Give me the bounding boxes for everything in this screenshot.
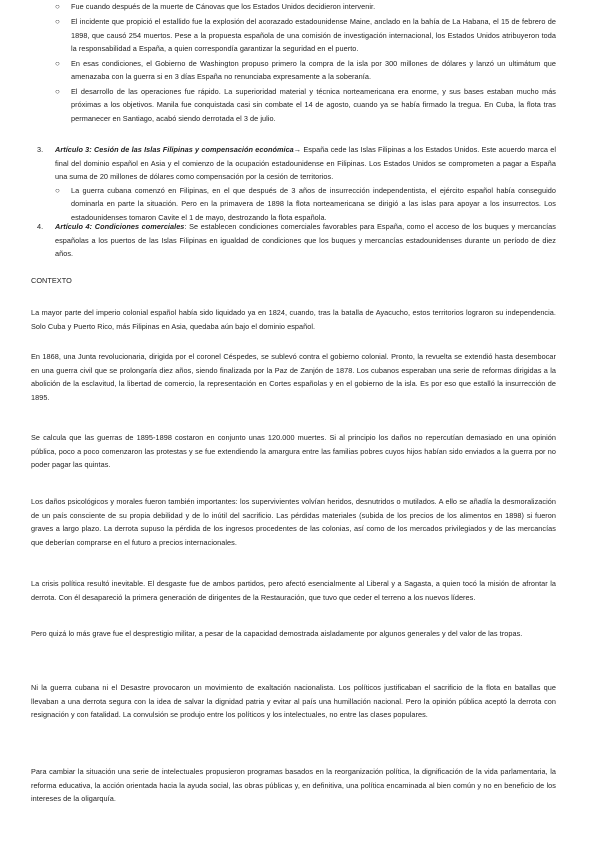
list-number: 3. xyxy=(37,145,44,154)
circle-bullet-icon: ○ xyxy=(55,17,60,26)
list-item-text: El desarrollo de las operaciones fue rápido. La superioridad material y técnica norteamericana era enorme, y sus bases estaban mucho más próximas a los objetivos. Manila fue conquistada casi sin combate el 14 de agosto, cuando ya se había firmado la tregua. En Cuba, la flota tras permanecer en Santiago, acabó siendo derrotada el 3 de julio. xyxy=(71,86,556,123)
list-item-text: El incidente que propició el estallido fue la explosión del acorazado estadounidense Maine, anclado en la bahía de La Habana, el 15 de febrero de 1898, que causó 254 muertos. Pese a la propuesta española de una comisión de investigación internacional, los Estados Unidos atribuyeron toda la responsabilidad a España, a quien correspondía garantizar la seguridad en el puerto. xyxy=(71,17,556,53)
article-3-title: Artículo 3: Cesión de las Islas Filipinas y compensación económica→ xyxy=(55,145,302,154)
list-item xyxy=(37,184,556,225)
paragraph-text: Para cambiar la situación una serie de intelectuales propusieron programas basados en la reorganización política, la dignificación de la vida parlamentaria, la reforma educativa, la acción orientada hacia la ayuda social, las obras públicas y, en definitiva, una política encaminada al bien común y no en beneficio de los intereses de la oligarquía. xyxy=(31,767,556,803)
paragraph xyxy=(31,495,556,549)
article-3 xyxy=(37,143,556,224)
article-3-text xyxy=(37,143,556,184)
circle-bullet-icon: ○ xyxy=(55,58,60,68)
paragraph xyxy=(31,627,556,641)
circle-bullet-icon: ○ xyxy=(55,185,60,195)
paragraph xyxy=(31,681,556,722)
paragraph xyxy=(31,765,556,806)
article-3-body: España cede las Islas Filipinas a los Estados Unidos. Este acuerdo marca el final del dominio español en Asia y el comienzo de la ocupación estadounidense en Filipinas. Los Estados Unidos se comprometen a pagar a España una suma de 20 millones de dólares como compensación por la cesión de territorios. xyxy=(55,145,556,181)
paragraph xyxy=(31,350,556,404)
sub-list-top xyxy=(55,0,556,125)
paragraph-text: La mayor parte del imperio colonial español había sido liquidado ya en 1824, cuando, tras la batalla de Ayacucho, estos territorios lograron su independencia. Solo Cuba y Puerto Rico, más Filipinas en Asia, quedaba aún bajo el dominio español. xyxy=(31,308,556,331)
list-item xyxy=(55,0,556,14)
paragraph xyxy=(31,577,556,604)
section-heading: CONTEXTO xyxy=(31,276,72,285)
paragraph-text: Pero quizá lo más grave fue el desprestigio militar, a pesar de la capacidad demostrada aisladamente por algunos generales y del valor de las tropas. xyxy=(31,629,523,638)
paragraph-text: Ni la guerra cubana ni el Desastre provocaron un movimiento de exaltación nacionalista. Los políticos justificaban el sacrificio de la flota en batallas que llevaban a una derrota segura con la idea de salvar la dignidad patria y evitar al país una humillación nacional. Pero la opinión pública aceptó la derrota con resignación y con fatalidad. La convulsión se produjo entre los políticos y los intelectuales, no entre las clases populares. xyxy=(31,683,556,719)
list-item xyxy=(55,15,556,56)
paragraph xyxy=(31,431,556,472)
list-item-text: En esas condiciones, el Gobierno de Washington propuso primero la compra de la isla por 300 millones de dólares y lanzó un ultimátum que amenazaba con la guerra si en 3 días España no renunciaba expresamente a la soberanía. xyxy=(71,58,556,81)
circle-bullet-icon: ○ xyxy=(55,2,60,11)
article-4-body: : Se establecen condiciones comerciales favorables para España, como el acceso de los buques y mercancías españolas a los puertos de las Islas Filipinas en igualdad de condiciones que los buques y mercancías estadounidenses durante un período de diez años. xyxy=(55,222,556,258)
list-number: 4. xyxy=(37,222,44,231)
list-item-text: Fue cuando después de la muerte de Cánovas que los Estados Unidos decidieron intervenir. xyxy=(71,2,376,11)
paragraph-text: Los daños psicológicos y morales fueron también importantes: los supervivientes volvían heridos, desnutridos o mutilados. A ello se añadía la desmoralización de un país consciente de su propia debilidad y de lo inútil del sacrificio. Las pérdidas materiales (subida de los precios de los alimentos en 1898) si fueron graves a largo plazo. La derrota supuso la pérdida de los ingresos procedentes de las colonias, así como de los mercados privilegiados y de las mercancías que deberían comprarse en el futuro a precios internacionales. xyxy=(31,497,556,547)
paragraph-text: En 1868, una Junta revolucionaria, dirigida por el coronel Céspedes, se sublevó contra el gobierno colonial. Pronto, la revuelta se extendió hasta desembocar en una guerra civil que se prolongaría diez años, siendo finalizada por la Paz de Zanjón de 1878. Los cubanos esperaban una serie de reformas dirigidas a la abolición de la esclavitud, la libertad de comercio, la representación en Cortes españolas y en el gobierno de la isla. Es por eso que estalló la insurrección de 1895. xyxy=(31,352,556,402)
circle-bullet-icon: ○ xyxy=(55,86,60,96)
paragraph-text: La crisis política resultó inevitable. El desgaste fue de ambos partidos, pero afectó esencialmente al Liberal y a Sagasta, a quien tocó la misión de afrontar la derrota. Con él desapareció la primera generación de dirigentes de la Restauración, que tuvo que ceder el terreno a los nuevos líderes. xyxy=(31,579,556,602)
article-4-text xyxy=(37,220,556,261)
article-4 xyxy=(37,220,556,261)
paragraph-text: Se calcula que las guerras de 1895-1898 costaron en conjunto unas 120.000 muertes. Si al principio los daños no repercutían demasiado en una opinión pública, poco a poco comenzaron las protestas y se fue extendiendo la amargura entre las familias pobres cuyos hijos habían sido enviados a la guerra por no poder pagar las quintas. xyxy=(31,433,556,469)
list-item xyxy=(55,57,556,84)
paragraph xyxy=(31,306,556,333)
list-item xyxy=(55,85,556,126)
article-4-title: Artículo 4: Condiciones comerciales xyxy=(55,222,185,231)
list-item-text: La guerra cubana comenzó en Filipinas, en el que después de 3 años de insurrección independentista, el ejército español había conseguido dominarla en parte la situación. Pero en la primavera de 1898 la flota norteamericana se dirigió a las islas para apoyar a los insurrectos. Los estadounidenses tomaron Cavite el 1 de mayo, destrozando la flota española. xyxy=(71,185,556,222)
